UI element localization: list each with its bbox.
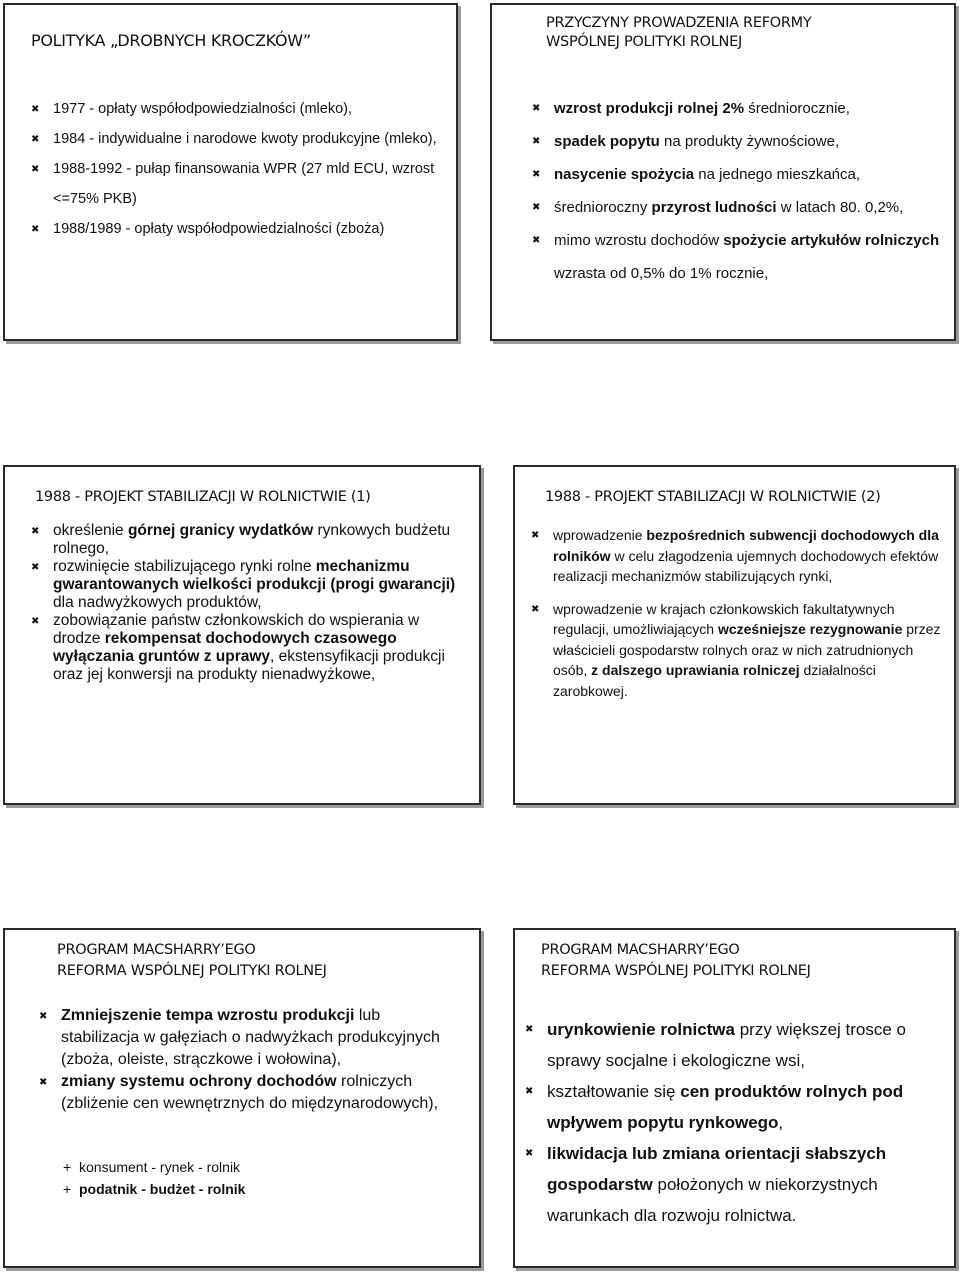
bold-text: bezpośrednich subwencji dochodowych dla rolników [553,527,939,564]
text-run: mimo wzrostu dochodów [554,232,724,249]
title-line: PRZYCZYNY PROWADZENIA REFORMY [546,15,812,31]
text-run: przez właścicieli gospodarstw rolnych oraz w nich zatrudnionych osób, [553,621,941,678]
bullet-item [531,525,951,587]
text-run: położonych w niekorzystnych warunkach dla rozwoju rolnictwa. [547,1175,878,1225]
x-bullet-icon: ✖ [532,103,541,114]
x-bullet-icon: ✖ [31,164,40,175]
bullet-item [531,599,951,702]
bold-text: urynkowienie rolnictwa [547,1020,735,1039]
text-run: konsument - rynek - rolnik [79,1159,241,1175]
bullet-item [39,1005,459,1071]
bold-text: z dalszego uprawiania rolniczej [591,662,800,678]
x-bullet-icon: ✖ [31,134,40,145]
text-run: przy większej trosce o sprawy socjalne i ekologiczne wsi, [547,1020,906,1070]
x-bullet-icon: ✖ [525,1148,534,1159]
text-run: kształtowanie się [547,1082,681,1101]
bullet-list [31,94,449,244]
bold-text: spożycie artykułów rolniczych [723,232,940,249]
x-bullet-icon: ✖ [31,526,40,537]
slide-5 [3,928,481,1268]
bullet-item [532,191,950,224]
title-line: PROGRAM MACSHARRY’EGO [541,942,740,958]
bold-text: cen produktów rolnych pod wpływem popytu rynkowego [547,1082,904,1132]
sub-item [63,1156,423,1178]
bold-text: zmiany systemu ochrony dochodów [61,1073,337,1090]
x-bullet-icon: ✖ [39,1077,48,1088]
bullet-item [31,94,449,124]
bold-text: mechanizmu gwarantowanych wielkości produkcji (progi gwarancji) [53,558,456,593]
bullet-item [525,1014,950,1076]
slide-title [546,14,811,52]
bold-text: rekompensat dochodowych czasowego wyłączania gruntów z uprawy [53,630,397,665]
slide-1 [3,3,458,341]
slide-title [57,940,327,982]
text-run: rolniczych (zbliżenie cen wewnętrznych do międzynarodowych), [61,1073,439,1112]
bold-text: górnej granicy wydatków [127,522,314,539]
x-bullet-icon: ✖ [525,1086,534,1097]
text-run: działalności zarobkowej. [553,662,876,699]
bold-text: spadek popytu [554,133,660,150]
x-bullet-icon: ✖ [525,1024,534,1035]
slide-title [545,487,881,507]
x-bullet-icon: ✖ [31,104,40,115]
bullet-list [31,522,461,684]
bullet-item [31,522,461,558]
bullet-item [532,92,950,125]
slide-4 [513,465,956,805]
bullet-list [39,1005,459,1115]
bold-text: nasycenie spożycia [554,166,695,183]
bullet-item [532,224,950,290]
bullet-list [532,92,950,290]
title-line: 1988 - PROJEKT STABILIZACJI W ROLNICTWIE (1) [35,489,371,505]
bold-text: Zmniejszenie tempa wzrostu produkcji [61,1007,355,1024]
title-line: POLITYKA „DROBNYCH KROCZKÓW” [31,31,311,50]
bullet-list [525,1014,950,1231]
text-run: dla nadwyżkowych produktów, [53,594,262,611]
text-run: w celu złagodzenia ujemnych dochodowych efektów realizacji mechanizmów stabilizujących rynki, [553,547,939,584]
title-line: 1988 - PROJEKT STABILIZACJI W ROLNICTWIE (2) [545,489,881,505]
bullet-item [39,1071,459,1115]
bold-text: przyrost ludności [651,199,777,216]
bullet-item [31,124,449,154]
text-run: , [778,1113,784,1132]
bold-text: wzrost produkcji rolnej 2% [554,100,745,117]
text-run: 1988-1992 - pułap finansowania WPR (27 mld ECU, wzrost <=75% PKB) [53,161,435,207]
bullet-item [31,154,449,214]
x-bullet-icon: ✖ [531,530,540,541]
text-run: w latach 80. 0,2%, [776,199,904,216]
text-run: wprowadzenie [553,527,647,543]
x-bullet-icon: ✖ [31,616,40,627]
text-run: , ekstensyfikacji produkcji oraz jej konwersji na produkty nienadwyżkowe, [53,648,445,683]
text-run: lub stabilizacja w gałęziach o nadwyżkach produkcyjnych (zboża, oleiste, strączkowe i wołowina), [61,1007,440,1068]
text-run: wprowadzenie w krajach członkowskich fakultatywnych regulacji, umożliwiających [553,600,895,637]
text-run: określenie [53,522,128,539]
x-bullet-icon: ✖ [39,1011,48,1022]
bullet-list [531,525,951,701]
slide-2 [490,3,956,341]
slide-title [35,487,371,507]
x-bullet-icon: ✖ [31,224,40,235]
text-run: 1988/1989 - opłaty współodpowiedzialności (zboża) [53,221,385,237]
text-run: na jednego mieszkańca, [694,166,861,183]
text-run: rynkowych budżetu rolnego, [53,522,451,557]
bullet-item [532,125,950,158]
x-bullet-icon: ✖ [532,169,541,180]
sub-list [63,1156,423,1200]
text-run: 1977 - opłaty współodpowiedzialności (mleko), [53,101,353,117]
text-run: 1984 - indywidualne i narodowe kwoty produkcyjne (mleko), [53,131,437,147]
slide-3 [3,465,481,805]
bullet-item [532,158,950,191]
bullet-item [525,1076,950,1138]
bold-text: wcześniejsze rezygnowanie [717,621,903,637]
title-line: WSPÓLNEJ POLITYKI ROLNEJ [546,34,742,50]
x-bullet-icon: ✖ [532,202,541,213]
plus-icon: + [63,1181,72,1197]
x-bullet-icon: ✖ [531,603,540,615]
bullet-item [31,612,461,684]
text-run: na produkty żywnościowe, [659,133,840,150]
bold-text: podatnik - budżet - rolnik [79,1181,246,1197]
x-bullet-icon: ✖ [532,136,541,147]
slide-6 [513,928,956,1268]
slide-title [541,940,811,982]
text-run: zobowiązanie państw członkowskich do wspierania w drodze [53,612,420,647]
title-line: REFORMA WSPÓLNEJ POLITYKI ROLNEJ [541,963,811,979]
bold-text: likwidacja lub zmiana orientacji słabszych gospodarstw [547,1144,887,1194]
slide-title [31,30,311,52]
text-run: wzrasta od 0,5% do 1% rocznie, [554,265,769,282]
text-run: średniorocznie, [744,100,850,117]
title-line: PROGRAM MACSHARRY’EGO [57,942,256,958]
bullet-item [31,558,461,612]
x-bullet-icon: ✖ [31,562,40,573]
plus-icon: + [63,1159,72,1175]
x-bullet-icon: ✖ [532,235,541,246]
text-run: rozwinięcie stabilizującego rynki rolne [53,558,316,575]
sub-item [63,1178,423,1200]
bullet-item [31,214,449,244]
bullet-item [525,1138,950,1231]
text-run: średnioroczny [554,199,652,216]
title-line: REFORMA WSPÓLNEJ POLITYKI ROLNEJ [57,963,327,979]
